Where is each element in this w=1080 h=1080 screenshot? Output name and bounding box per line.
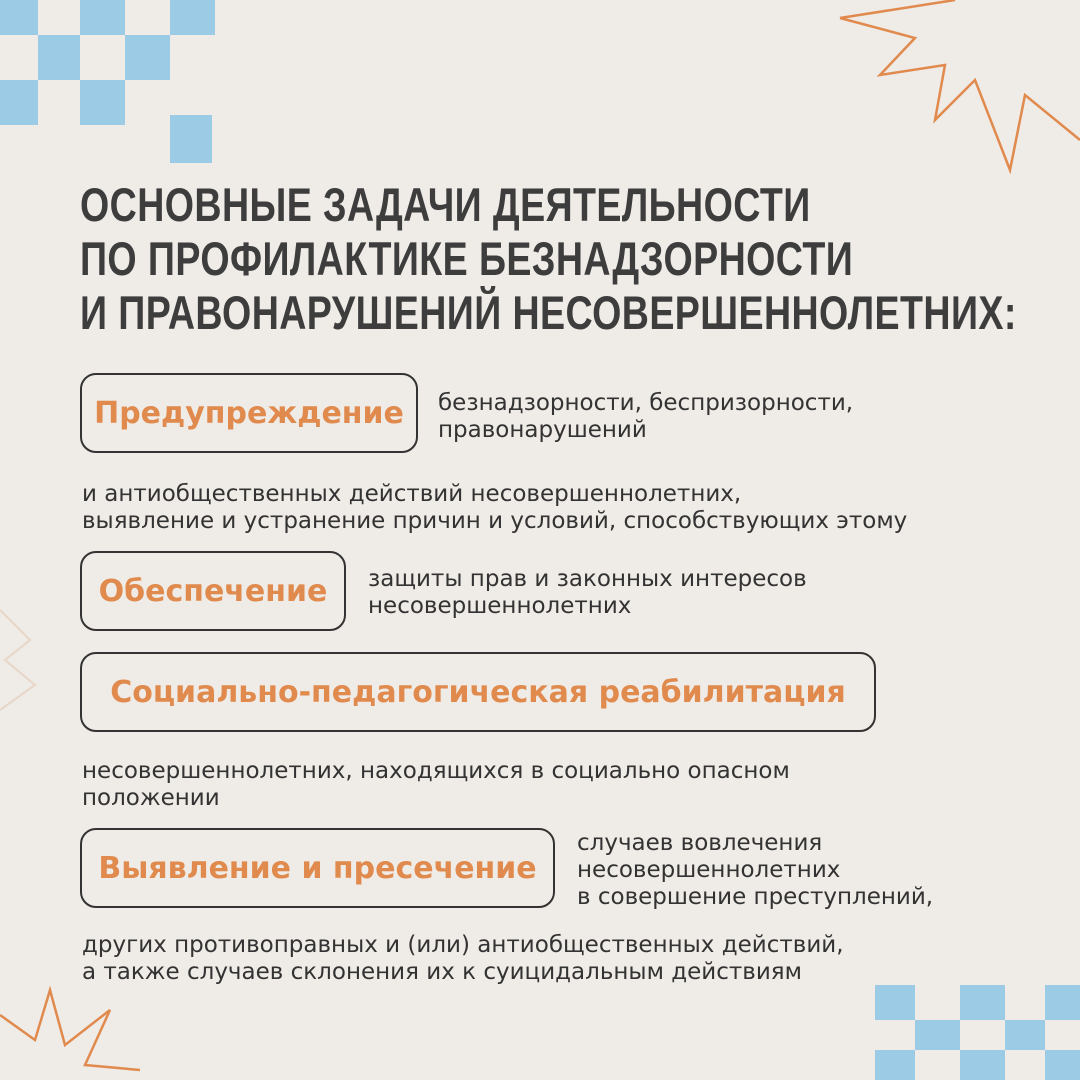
task-label-rehabilitation: Социально-педагогическая реабилитация [80, 652, 876, 732]
checker-pattern-top-left [0, 0, 230, 170]
text-line: а также случаев склонения их к суицидальным действиям [82, 959, 802, 985]
task-side-text [368, 566, 807, 620]
task-side-text [438, 390, 853, 444]
text-line: несовершеннолетних [368, 593, 632, 619]
text-line: правонарушений [438, 417, 647, 443]
title-line: ОСНОВНЫЕ ЗАДАЧИ ДЕЯТЕЛЬНОСТИ [80, 178, 811, 231]
task-below-text [82, 481, 907, 535]
starburst-outline-middle-left [0, 600, 40, 720]
title-line: И ПРАВОНАРУШЕНИЙ НЕСОВЕРШЕННОЛЕТНИХ: [80, 286, 1017, 339]
task-label-preventing: Предупреждение [80, 373, 418, 453]
text-line: безнадзорности, беспризорности, [438, 390, 854, 416]
task-label-ensuring: Обеспечение [80, 551, 346, 631]
task-below-text [82, 932, 844, 986]
text-line: положении [82, 785, 220, 811]
text-line: других противоправных и (или) антиобщественных действий, [82, 932, 844, 958]
checker-pattern-bottom-right [870, 985, 1080, 1080]
task-label-detection: Выявление и пресечение [80, 828, 555, 908]
text-line: в совершение преступлений, [577, 884, 934, 910]
title-line: ПО ПРОФИЛАКТИКЕ БЕЗНАДЗОРНОСТИ [80, 232, 854, 285]
starburst-outline-bottom-left [0, 985, 140, 1080]
text-line: защиты прав и законных интересов [368, 566, 807, 592]
text-line: несовершеннолетних, находящихся в социально опасном [82, 758, 790, 784]
text-line: и антиобщественных действий несовершеннолетних, [82, 481, 742, 507]
task-side-text [577, 830, 933, 911]
task-below-text [82, 758, 790, 812]
page-title [80, 178, 1017, 340]
text-line: случаев вовлечения [577, 830, 823, 856]
text-line: несовершеннолетних [577, 857, 841, 883]
text-line: выявление и устранение причин и условий, способствующих этому [82, 508, 908, 534]
starburst-outline-top-right [835, 0, 1080, 180]
